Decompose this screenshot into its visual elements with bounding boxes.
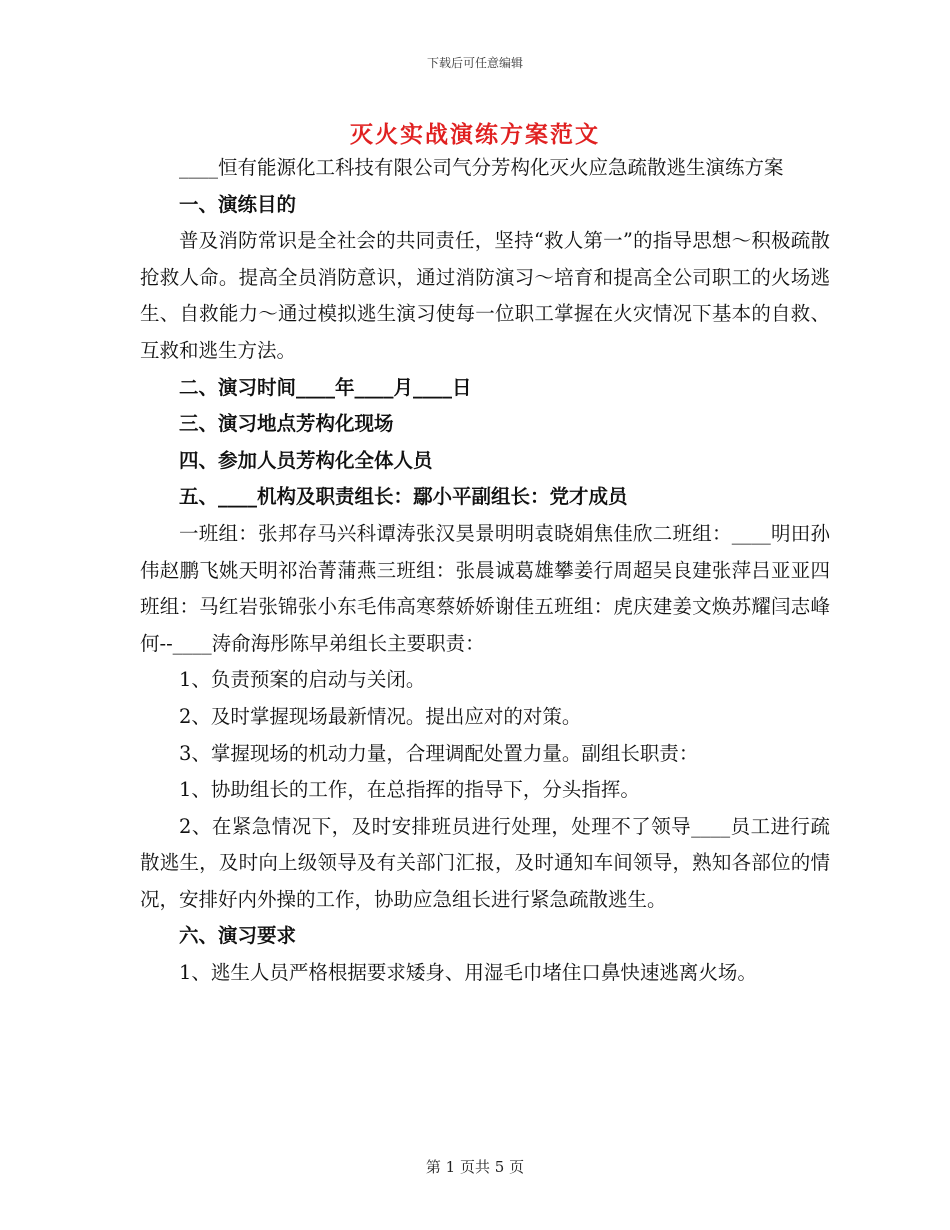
page-footer: 第 1 页共 5 页 — [425, 1158, 525, 1176]
body-paragraph: 普及消防常识是全社会的共同责任，坚持“救人第一”的指导思想～积极疏散抢救人命。提高全员消防意识，通过消防演习～培育和提高全公司职工的火场逃生、自救能力～通过模拟逃生演习使每一位职工掌握在火灾情况下基本的自救、互救和逃生方法。 — [140, 229, 830, 362]
document-body — [140, 150, 830, 992]
section-heading: 二、演习时间____年____月____日 — [179, 375, 472, 399]
section-heading: 五、____机构及职责组长：鄢小平副组长：党才成员 — [179, 485, 628, 509]
section-heading: 三、演习地点芳构化现场 — [179, 412, 394, 436]
list-item: 1、协助组长的工作，在总指挥的指导下，分头指挥。 — [179, 778, 640, 802]
document-title: 灭火实战演练方案范文 — [350, 121, 600, 148]
list-item: 1、负责预案的启动与关闭。 — [179, 668, 426, 692]
list-item: 3、掌握现场的机动力量，合理调配处置力量。副组长职责： — [179, 741, 699, 765]
list-item: 2、在紧急情况下，及时安排班员进行处理，处理不了领导____员工进行疏散逃生，及时向上级领导及有关部门汇报，及时通知车间领导，熟知各部位的情况，安排好内外操的工作，协助应急组长进行紧急疏散逃生。 — [140, 814, 830, 911]
section-heading: 四、参加人员芳构化全体人员 — [179, 448, 433, 472]
list-item: 2、及时掌握现场最新情况。提出应对的对策。 — [179, 704, 582, 728]
section-heading: 六、演习要求 — [179, 924, 297, 948]
body-paragraph: 一班组：张邦存马兴科谭涛张汉昊景明明袁晓娟焦佳欣二班组：____明田孙伟赵鹏飞姚天明祁治菁蒲燕三班组：张晨诚葛雄攀姜行周超吴良建张萍吕亚亚四班组：马红岩张锦张小东毛伟高寒蔡娇娇谢佳五班组：虎庆建姜文焕苏耀闫志峰何--____涛俞海彤陈早弟组长主要职责： — [140, 521, 830, 655]
intro-paragraph: ____恒有能源化工科技有限公司气分芳构化灭火应急疏散逃生演练方案 — [179, 156, 784, 179]
list-item: 1、逃生人员严格根据要求矮身、用湿毛巾堵住口鼻快速逃离火场。 — [179, 961, 757, 985]
page-header: 下载后可任意编辑 — [426, 56, 523, 70]
section-heading: 一、演练目的 — [179, 192, 297, 216]
